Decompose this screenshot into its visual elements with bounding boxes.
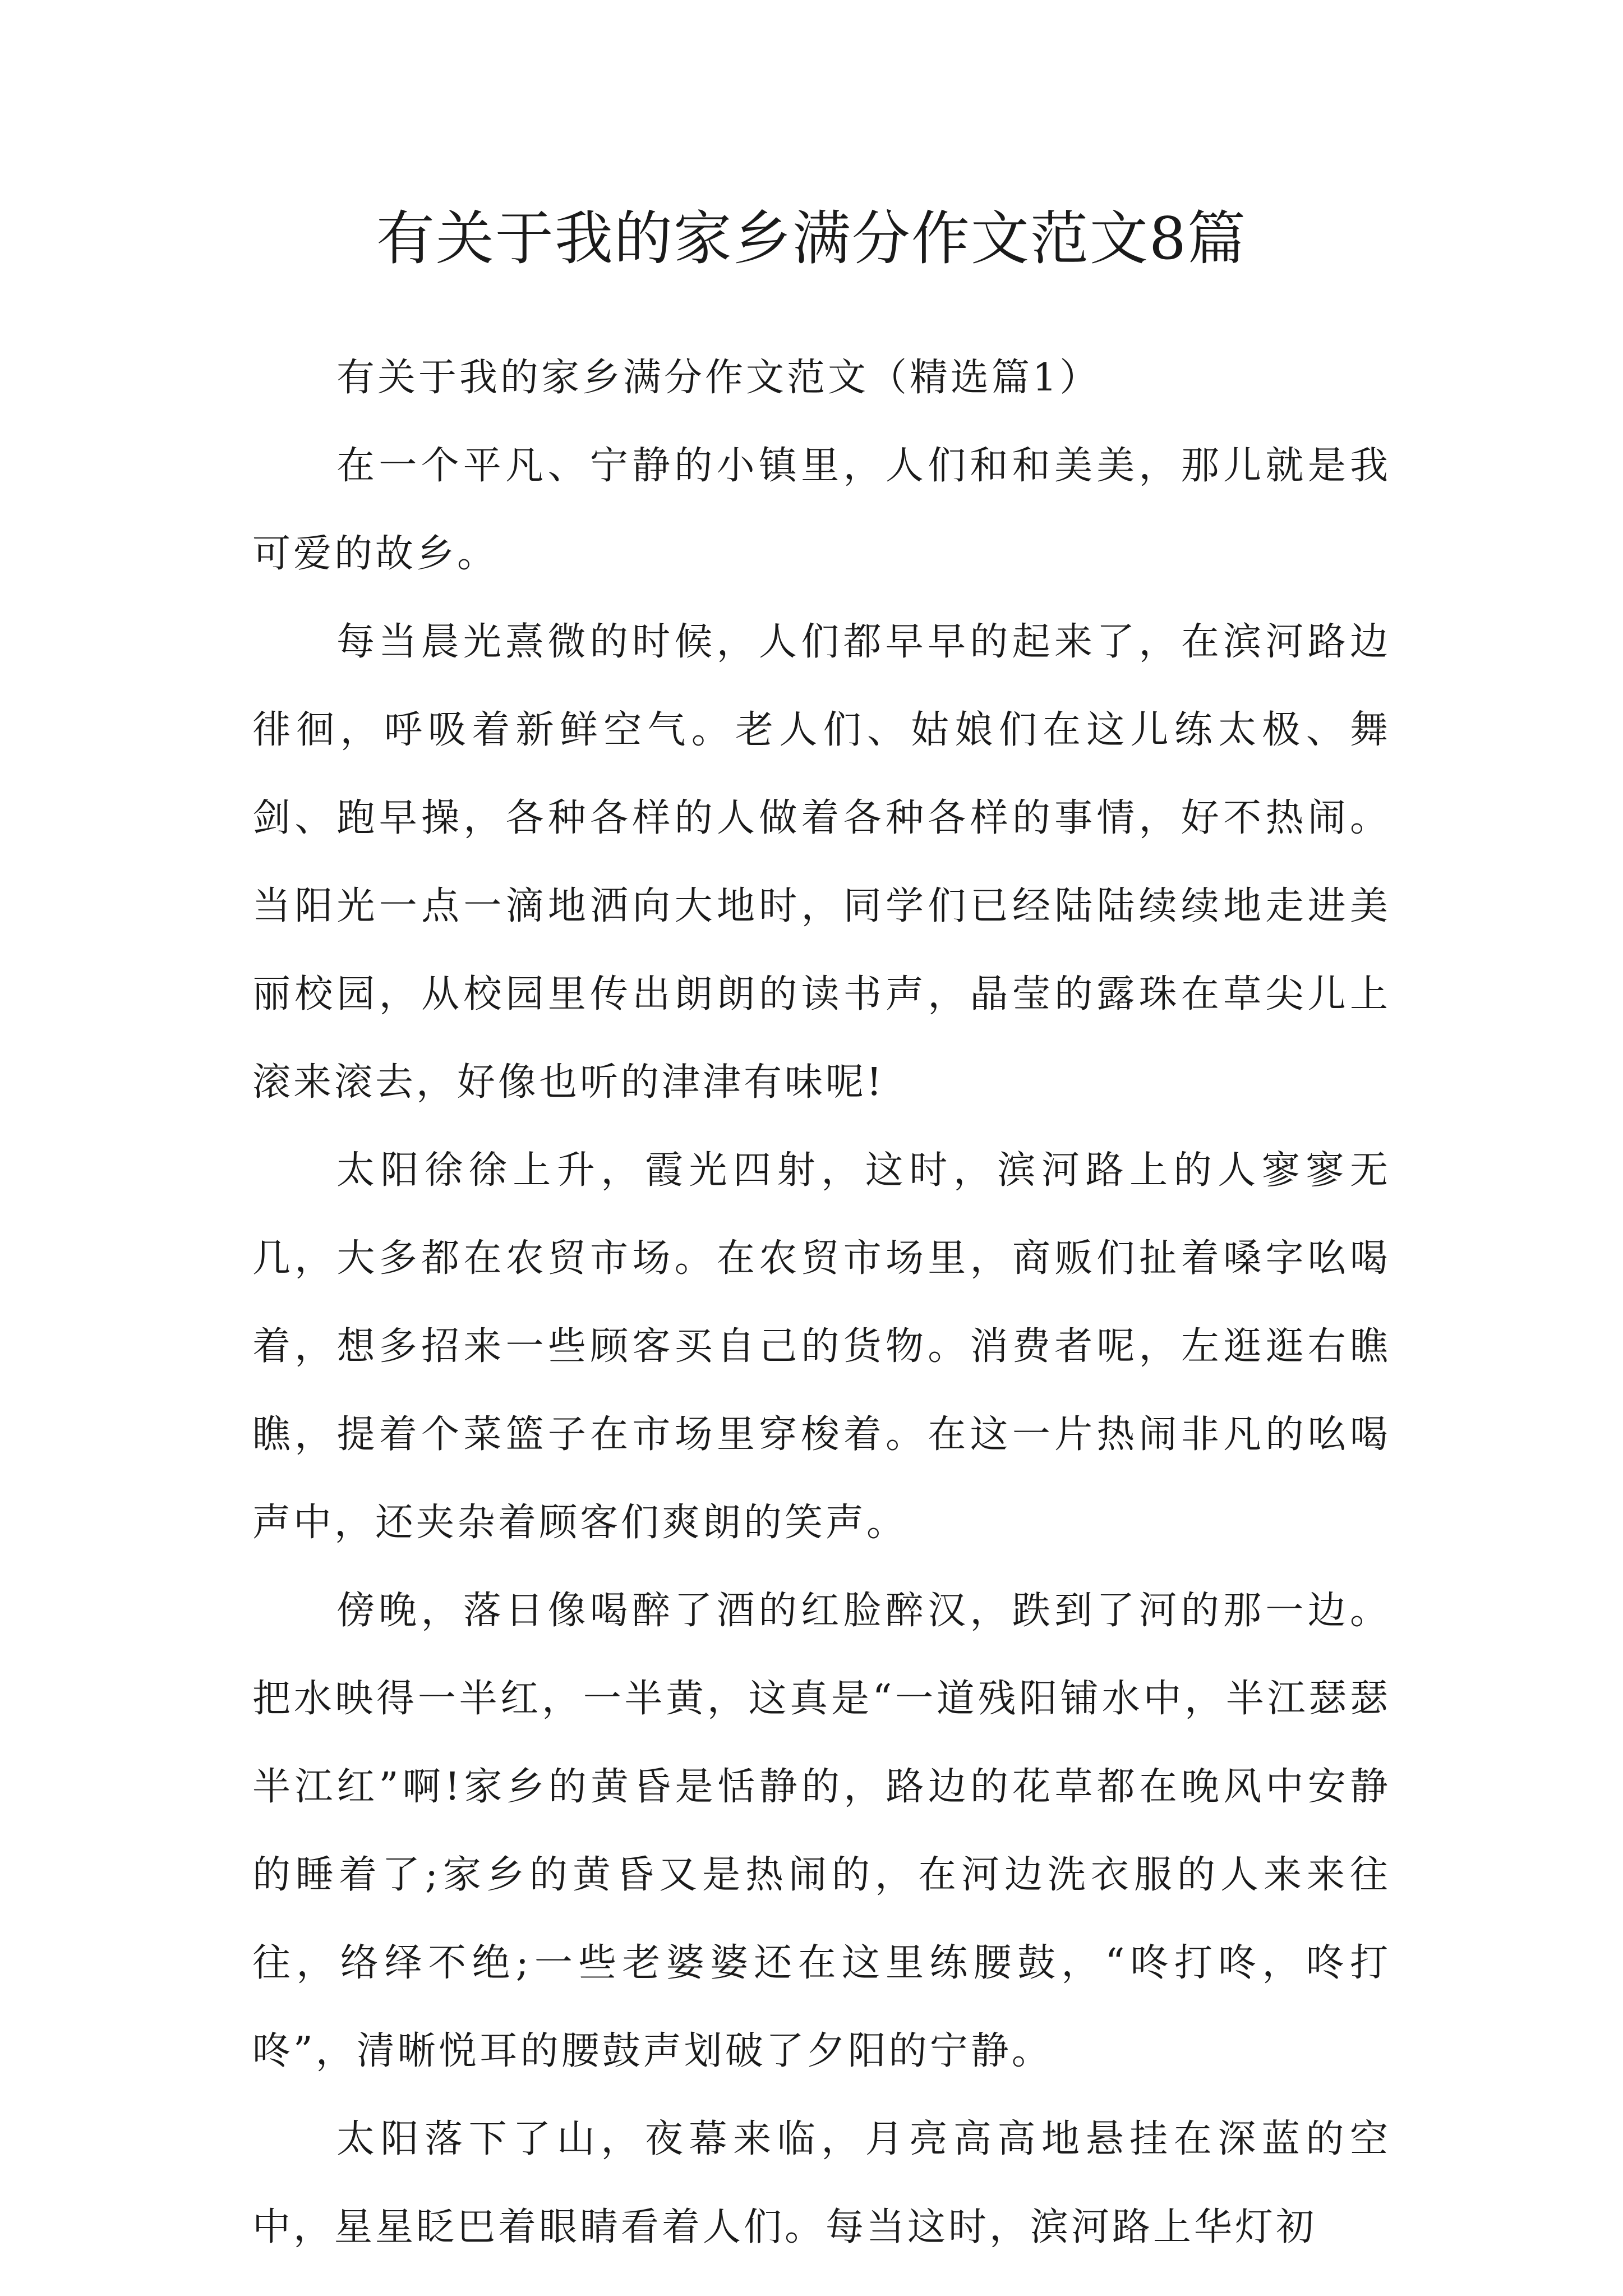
paragraph: 太阳落下了山，夜幕来临，月亮高高地悬挂在深蓝的空中，星星眨巴着眼睛看着人们。每当这时，滨河路上华灯初: [252, 2117, 1391, 2249]
section-heading: 有关于我的家乡满分作文范文（精选篇1）: [336, 356, 1101, 400]
document-title: 有关于我的家乡满分作文范文8篇: [376, 204, 1247, 273]
paragraph: 在一个平凡、宁静的小镇里，人们和和美美，那儿就是我可爱的故乡。: [252, 444, 1391, 576]
document-body: [252, 334, 1391, 2271]
paragraph: 每当晨光熹微的时候，人们都早早的起来了，在滨河路边徘徊，呼吸着新鲜空气。老人们、姑娘们在这儿练太极、舞剑、跑早操，各种各样的人做着各种各样的事情，好不热闹。当阳光一点一滴地洒向大地时，同学们已经陆陆续续地走进美丽校园，从校园里传出朗朗的读书声，晶莹的露珠在草尖儿上滚来滚去，好像也听的津津有味呢!: [252, 620, 1391, 1105]
paragraph: 傍晚，落日像喝醉了酒的红脸醉汉，跌到了河的那一边。把水映得一半红，一半黄，这真是“一道残阳铺水中，半江瑟瑟半江红”啊!家乡的黄昏是恬静的，路边的花草都在晚风中安静的睡着了;家乡的黄昏又是热闹的，在河边洗衣服的人来来往往，络绎不绝;一些老婆婆还在这里练腰鼓，“咚打咚，咚打咚”，清晰悦耳的腰鼓声划破了夕阳的宁静。: [252, 1589, 1391, 2073]
paragraph: 太阳徐徐上升，霞光四射，这时，滨河路上的人寥寥无几，大多都在农贸市场。在农贸市场里，商贩们扯着嗓字吆喝着，想多招来一些顾客买自己的货物。消费者呢，左逛逛右瞧瞧，提着个菜篮子在市场里穿梭着。在这一片热闹非凡的吆喝声中，还夹杂着顾客们爽朗的笑声。: [252, 1148, 1391, 1545]
